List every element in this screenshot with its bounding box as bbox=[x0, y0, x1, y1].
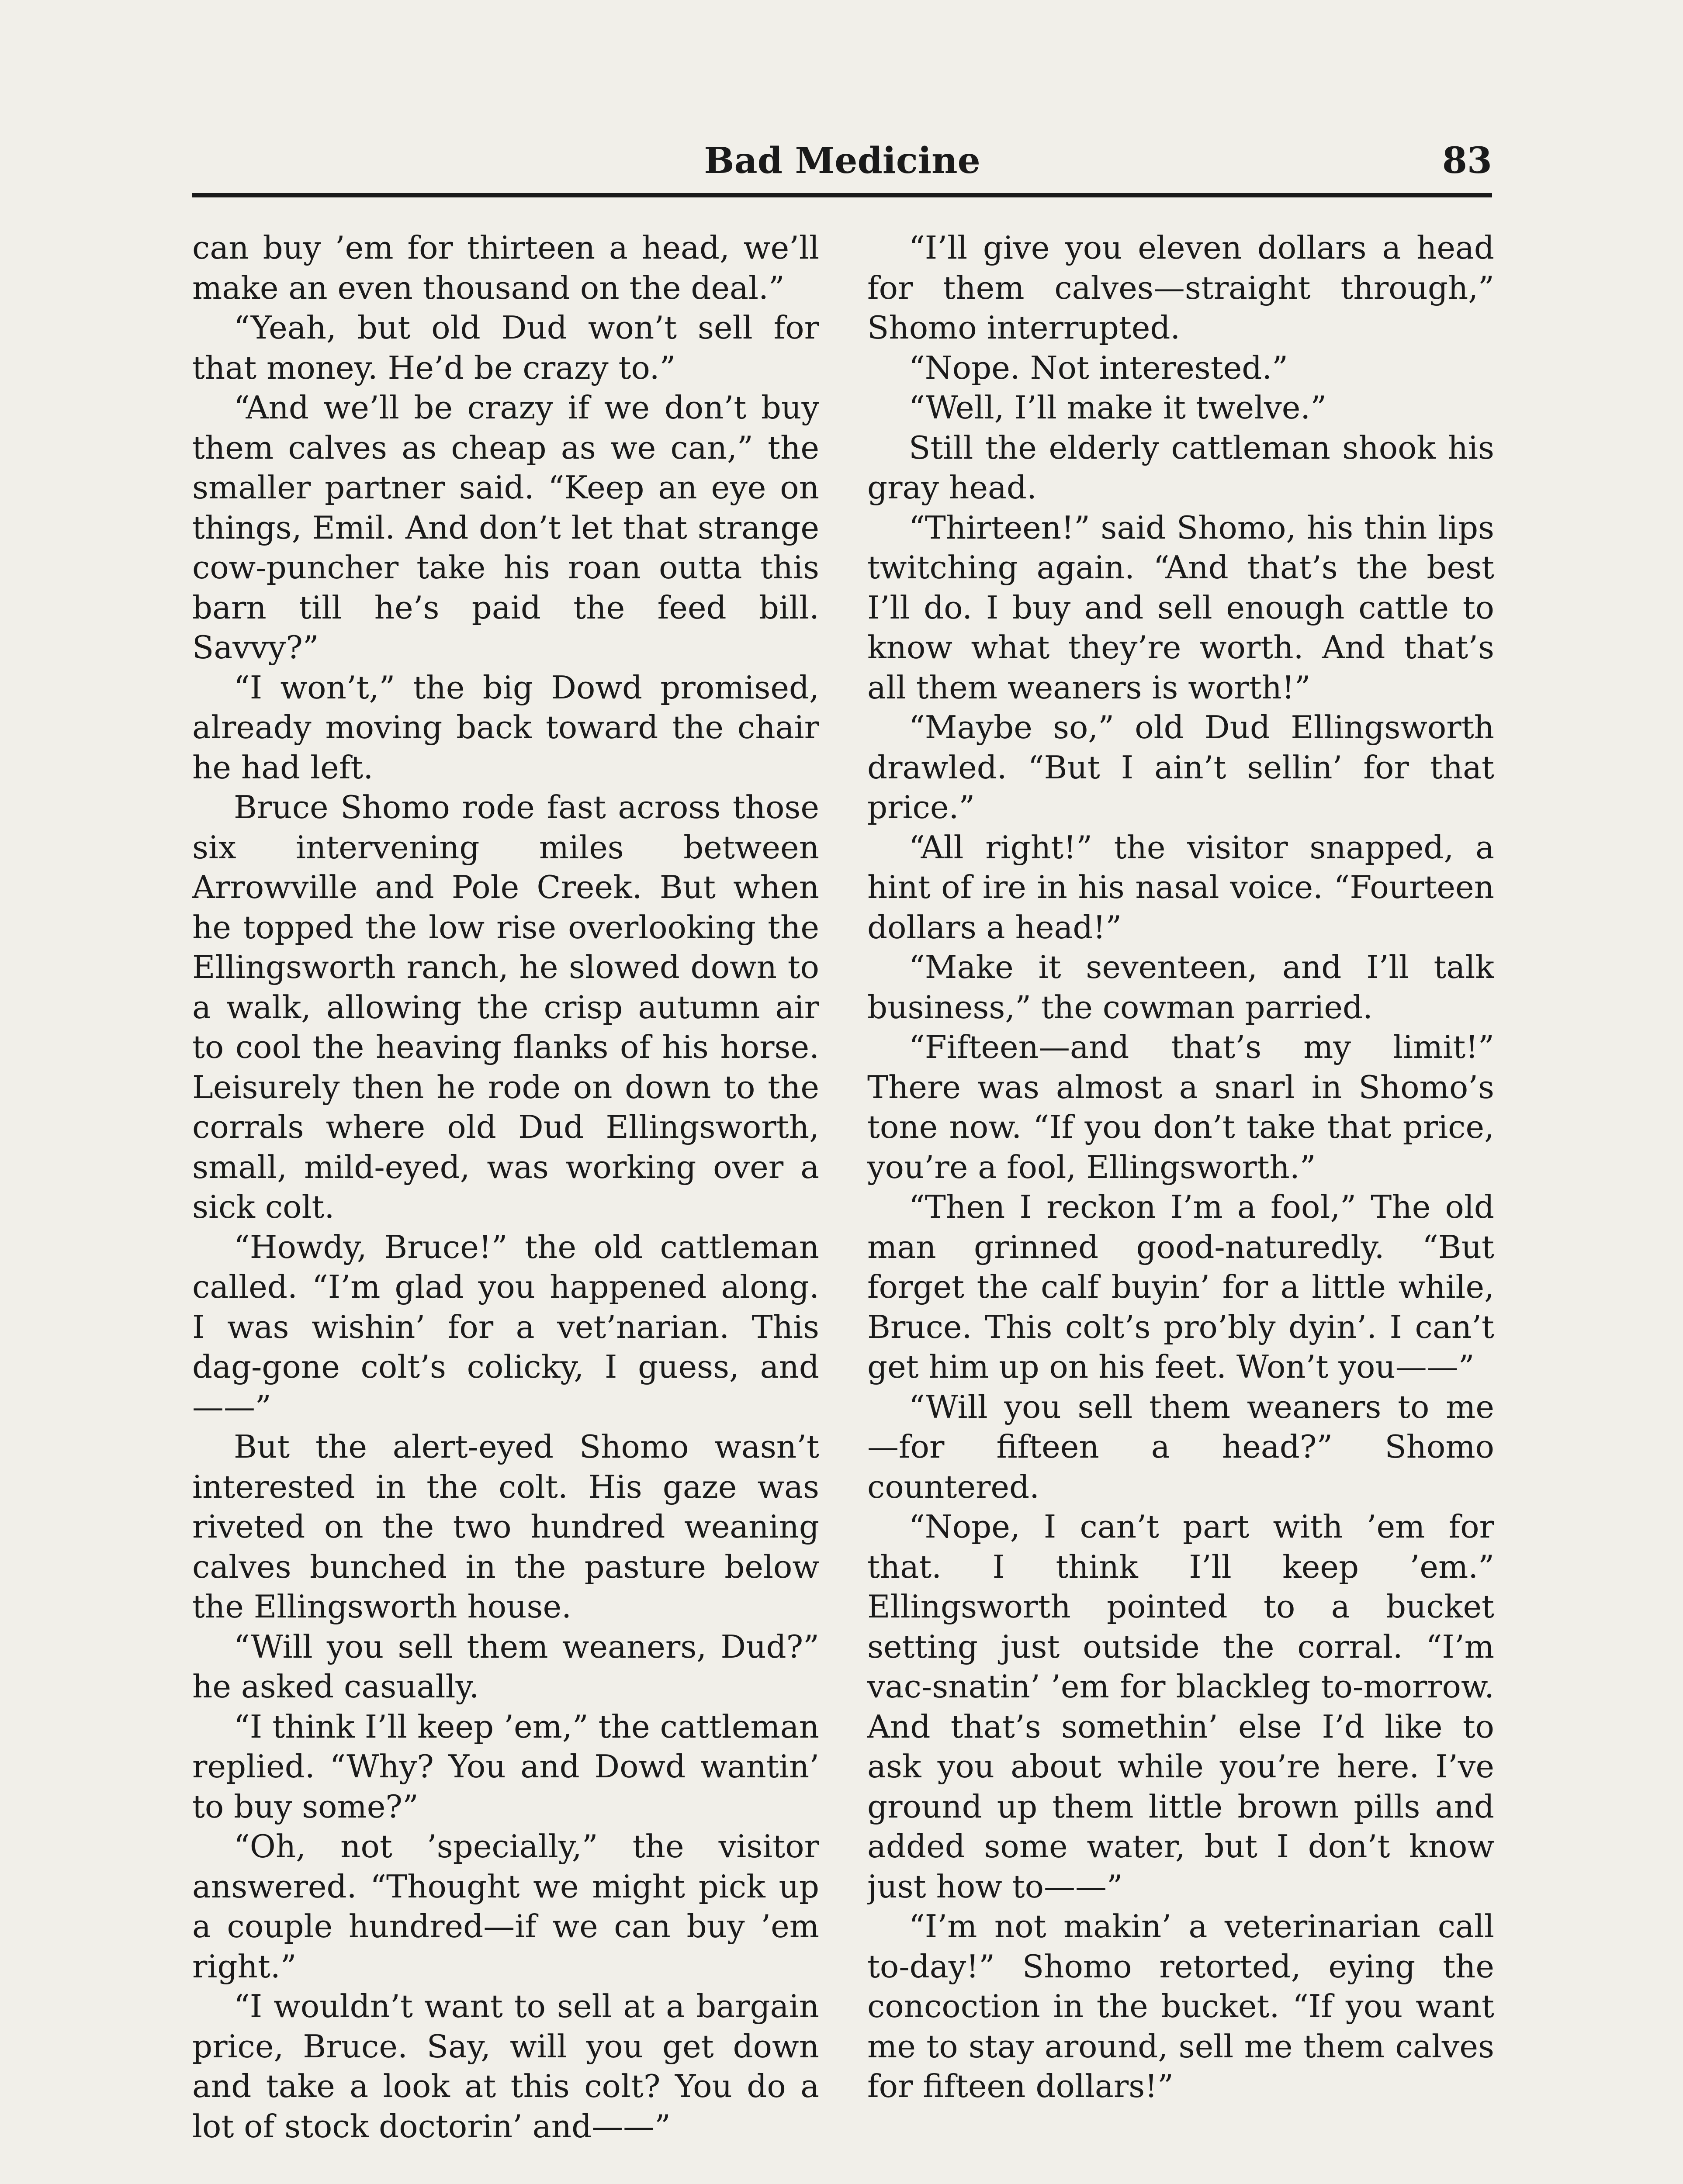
paragraph: “All right!” the visitor snapped, a hint of ire in his nasal voice. “Fourteen dollars a head!” bbox=[867, 829, 1494, 946]
paragraph: “Oh, not ’specially,” the visitor answered. “Thought we might pick up a couple hundred—if we can buy ’em right.” bbox=[192, 1828, 819, 1985]
running-title: Bad Medicine bbox=[704, 140, 980, 182]
paragraph: “Nope. Not interested.” bbox=[909, 349, 1288, 386]
paragraph: “Nope, I can’t part with ’em for that. I think I’ll keep ’em.” Ellingsworth pointed to a bucket setting just outside the corral. “I’m vac-snatin’ ’em for blackleg to-morrow. And that’s somethin’ else I’d like to ask you about while you’re here. I’ve ground up them little brown pills and added some water, but I don’t know just how to——” bbox=[867, 1508, 1494, 1905]
paragraph: “I’ll give you eleven dollars a head for them calves—straight through,” Shomo interrupted. bbox=[867, 229, 1494, 346]
paragraph: “Make it seventeen, and I’ll talk business,” the cowman parried. bbox=[867, 949, 1494, 1026]
left-column bbox=[192, 228, 819, 2184]
paragraph: “And we’ll be crazy if we don’t buy them calves as cheap as we can,” the smaller partner said. “Keep an eye on things, Emil. And don’t let that strange cow-puncher take his roan outta this barn till he’s paid the feed bill. Savvy?” bbox=[192, 389, 819, 666]
paragraph: “Thirteen!” said Shomo, his thin lips twitching again. “And that’s the best I’ll do. I buy and sell enough cattle to know what they’re worth. And that’s all them weaners is worth!” bbox=[867, 509, 1494, 706]
paragraph: “Maybe so,” old Dud Ellingsworth drawled. “But I ain’t sellin’ for that price.” bbox=[867, 709, 1494, 826]
paragraph: “I’m not makin’ a veterinarian call to-day!” Shomo retorted, eying the concoction in the bucket. “If you want me to stay around, sell me them calves for fifteen dollars!” bbox=[867, 1908, 1494, 2105]
header-rule bbox=[192, 193, 1492, 197]
paragraph: Still the elderly cattleman shook his gray head. bbox=[867, 429, 1494, 506]
paragraph: “Will you sell them weaners, Dud?” he asked casually. bbox=[192, 1628, 819, 1705]
paragraph: “Well, I’ll make it twelve.” bbox=[909, 389, 1327, 426]
paragraph: “I think I’ll keep ’em,” the cattleman replied. “Why? You and Dowd wantin’ to buy some?” bbox=[192, 1708, 819, 1825]
page-header bbox=[192, 131, 1492, 197]
paragraph: Bruce Shomo rode fast across those six intervening miles between Arrowville and Pole Creek. But when he topped the low rise overlooking the Ellingsworth ranch, he slowed down to a walk, allowing the crisp autumn air to cool the heaving flanks of his horse. Leisurely then he rode on down to the corrals where old Dud Ellingsworth, small, mild-eyed, was working over a sick colt. bbox=[192, 789, 819, 1225]
paragraph: “Will you sell them weaners to me —for fifteen a head?” Shomo countered. bbox=[867, 1388, 1494, 1505]
paragraph: But the alert-eyed Shomo wasn’t interested in the colt. His gaze was riveted on the two hundred weaning calves bunched in the pasture below the Ellingsworth house. bbox=[192, 1428, 819, 1625]
paragraph: can buy ’em for thirteen a head, we’ll make an even thousand on the deal.” bbox=[192, 229, 819, 306]
paragraph: “Howdy, Bruce!” the old cattleman called. “I’m glad you happened along. I was wishin’ for a vet’narian. This dag-gone colt’s colicky, I guess, and——” bbox=[192, 1228, 819, 1425]
page-number: 83 bbox=[1442, 140, 1492, 182]
paragraph: “I wouldn’t want to sell at a bargain price, Bruce. Say, will you get down and take a look at this colt? You do a lot of stock doctorin’ and——” bbox=[192, 1988, 819, 2145]
paragraph: “I won’t,” the big Dowd promised, already moving back toward the chair he had left. bbox=[192, 669, 819, 786]
paragraph: “Then I reckon I’m a fool,” The old man grinned good-naturedly. “But forget the calf buyin’ for a little while, Bruce. This colt’s pro’bly dyin’. I can’t get him up on his feet. Won’t you——” bbox=[867, 1189, 1494, 1385]
paragraph: “Yeah, but old Dud won’t sell for that money. He’d be crazy to.” bbox=[192, 309, 819, 386]
right-column bbox=[867, 228, 1494, 2184]
paragraph: “Fifteen—and that’s my limit!” There was almost a snarl in Shomo’s tone now. “If you don’t take that price, you’re a fool, Ellingsworth.” bbox=[867, 1029, 1494, 1185]
